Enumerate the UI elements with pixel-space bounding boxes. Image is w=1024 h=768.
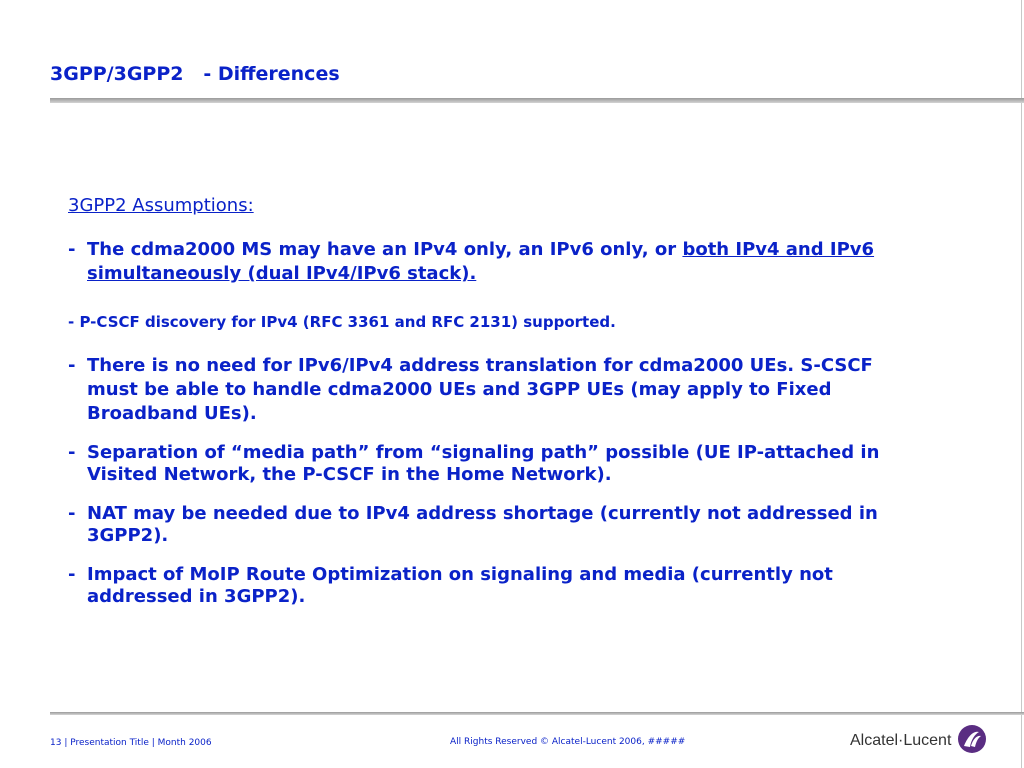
bullet-moip — [68, 564, 833, 608]
bullet-pcscf-discovery — [68, 312, 616, 332]
bullet-line: 3GPP2). — [87, 525, 169, 546]
bullet-dash: - — [68, 442, 76, 463]
bullet-address-translation — [68, 354, 873, 426]
bullet-line: Visited Network, the P-CSCF in the Home Network). — [87, 464, 612, 485]
footer-copyright: All Rights Reserved © Alcatel-Lucent 2006, ##### — [450, 737, 686, 747]
bullet-line: addressed in 3GPP2). — [87, 586, 306, 607]
bullet-line — [68, 262, 874, 286]
company-logo — [850, 726, 987, 756]
bullet-line — [68, 238, 874, 262]
bullet-line: Separation of “media path” from “signaling path” possible (UE IP-attached in — [87, 442, 880, 463]
footer-page-info: 13 | Presentation Title | Month 2006 — [50, 738, 212, 748]
bullet-nat — [68, 503, 878, 547]
bullet-dual-stack — [68, 238, 874, 286]
logo-wordmark: Alcatel·Lucent — [850, 732, 952, 749]
bullet-line: Impact of MoIP Route Optimization on signaling and media (currently not — [87, 564, 833, 585]
bullet-text: The cdma2000 MS may have an IPv4 only, an IPv6 only, or — [87, 239, 683, 260]
bullet-line: must be able to handle cdma2000 UEs and 3GPP UEs (may apply to Fixed — [87, 379, 832, 400]
bullet-text: - P-CSCF discovery for IPv4 (RFC 3361 and RFC 2131) supported. — [68, 313, 616, 331]
bullet-dash: - — [68, 564, 76, 585]
bullet-dash: - — [68, 503, 76, 524]
alcatel-lucent-logo-icon — [957, 724, 987, 758]
bullet-line: Broadband UEs). — [87, 403, 257, 424]
bullet-dash: - — [68, 239, 76, 260]
bullet-line: There is no need for IPv6/IPv4 address translation for cdma2000 UEs. S-CSCF — [87, 355, 873, 376]
bullet-dash: - — [68, 355, 76, 376]
bullet-media-path — [68, 442, 879, 486]
slide-title: 3GPP/3GPP2 - Differences — [50, 63, 340, 85]
section-heading: 3GPP2 Assumptions: — [68, 195, 254, 216]
bullet-underlined-text: both IPv4 and IPv6 — [682, 239, 875, 260]
bullet-underlined-text: simultaneously (dual IPv4/IPv6 stack). — [87, 263, 477, 284]
bullet-line: NAT may be needed due to IPv4 address shortage (currently not addressed in — [87, 503, 878, 524]
footer-divider — [50, 712, 1024, 715]
